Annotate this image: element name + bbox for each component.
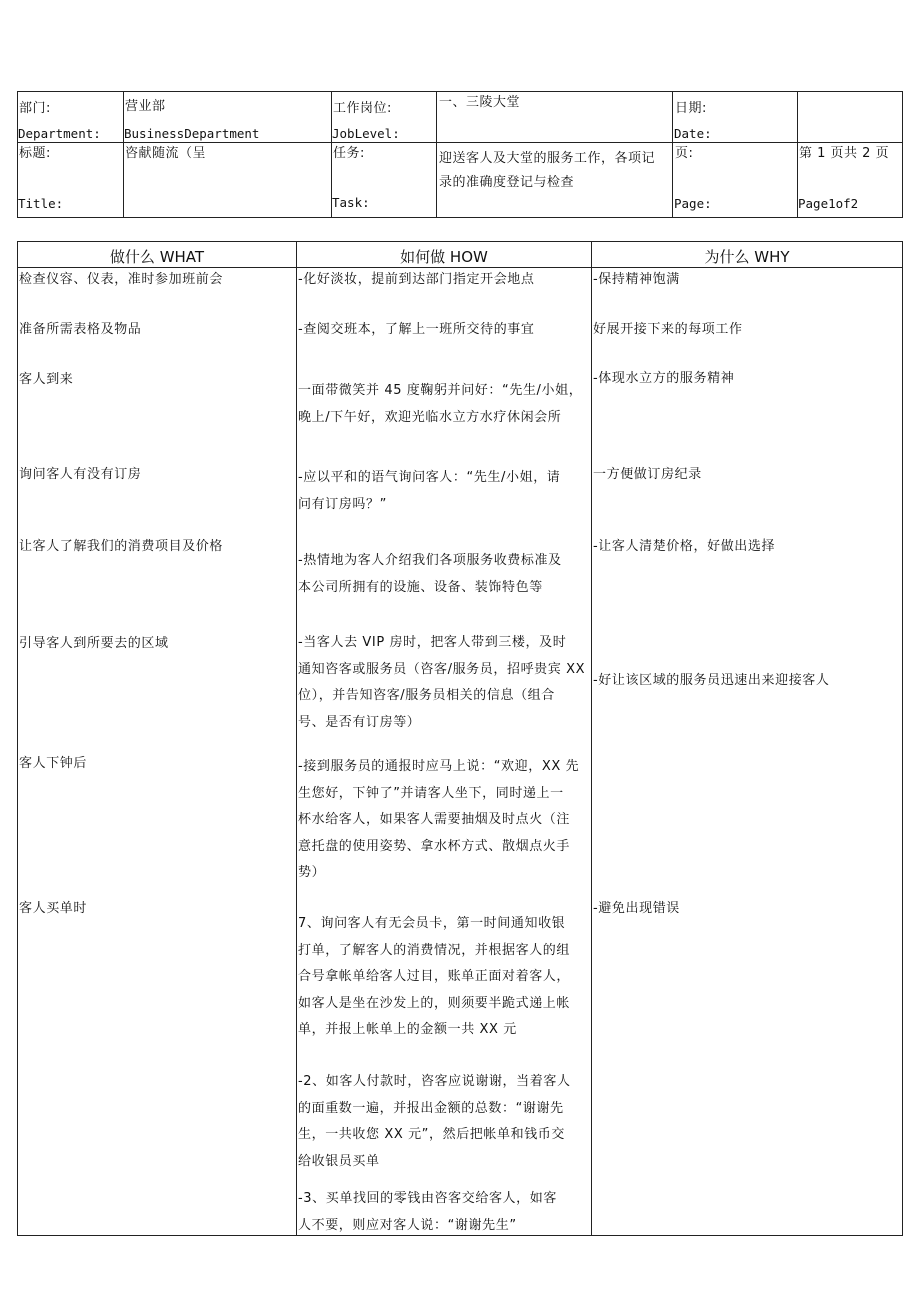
how-line: 问有订房吗？” [298,496,387,512]
table-row-1-how [298,267,590,294]
title-value: 咨献随流（呈 [125,146,207,161]
how-line: -3、买单找回的零钱由咨客交给客人，如客 [298,1191,557,1206]
page-label-cn: 页: [675,146,694,161]
how-line: -当客人去 VIP 房时，把客人带到三楼，及时 [298,635,567,650]
column-header-what: 做什么 WHAT [109,248,205,266]
how-line: 本公司所拥有的设施、设备、装饰特色等 [298,579,543,595]
table-row-3-what: 客人到来 [19,372,74,387]
how-line: 号、是否有订房等） [298,714,421,730]
table-row-5-how [298,548,590,601]
table-row-1-what: 检查仪容、仪表，准时参加班前会 [19,272,224,287]
task-value-line-1: 迎送客人及大堂的服务工作，各项记 [439,151,656,166]
how-line: 人不要，则应对客人说：“谢谢先生” [298,1217,517,1233]
how-line: 晚上/下午好，欢迎光临水立方水疗休闲会所 [298,409,562,425]
how-line: 势） [298,865,326,880]
page-label-en: Page: [674,196,712,211]
table-row-5-what: 让客人了解我们的消费项目及价格 [19,539,224,554]
table-row-7-what: 客人下钟后 [19,756,88,771]
how-line: 一面带微笑并 45 度鞠躬并问好：“先生/小姐， [298,383,583,398]
how-line: 意托盘的使用姿势、拿水杯方式、散烟点火手 [298,838,571,854]
task-label-cn: 任务: [333,146,365,161]
task-label-en: Task: [332,195,370,210]
how-line: 单，并报上帐单上的金额一共 XX 元 [298,1022,517,1037]
how-line: 位），并告知咨客/服务员相关的信息（组合 [298,688,555,703]
table-row-3-why: -体现水立方的服务精神 [593,371,735,386]
how-line: 的面重数一遍，并报出金额的总数：“谢谢先 [298,1100,564,1116]
table-row-4-what: 询问客人有没有订房 [19,467,142,482]
how-line: 合号拿帐单给客人过目，账单正面对着客人， [298,969,571,984]
position-value: 一、三陵大堂 [439,95,521,110]
how-line: -查阅交班本，了解上一班所交待的事宜 [298,322,535,337]
how-line: -接到服务员的通报时应马上说：“欢迎，XX 先 [298,759,580,774]
column-header-how: 如何做 HOW [400,248,488,266]
table-row-2-how [298,317,590,344]
date-label-cn: 日期: [675,101,707,116]
position-label-cn: 工作岗位: [333,101,392,116]
table-row-8-what: 客人买单时 [19,901,88,916]
how-line: -热情地为客人介绍我们各项服务收费标准及 [298,553,562,568]
page-value-cn: 第 1 页共 2 页 [799,146,890,161]
how-line: 7、询问客人有无会员卡，第一时间通知收银 [298,916,566,931]
table-row-8-how [298,911,590,1044]
department-value-cn: 营业部 [125,99,166,114]
table-row-3-how [298,378,590,431]
how-line: 如客人是坐在沙发上的，则须要半跪式递上帐 [298,995,571,1011]
title-label-cn: 标题: [19,146,51,161]
extra-how-2 [298,1186,590,1239]
department-label-cn: 部门: [19,101,51,116]
table-row-6-what: 引导客人到所要去的区域 [19,636,169,651]
table-row-4-why: 一方便做订房纪录 [593,467,702,482]
how-line: 生您好，下钟了”并请客人坐下，同时递上一 [298,785,564,801]
how-line: 打单，了解客人的消费情况，并根据客人的组 [298,942,571,958]
how-line: 给收银员买单 [298,1153,380,1169]
extra-how-1 [298,1069,590,1175]
how-line: -应以平和的语气询问客人：“先生/小姐，请 [298,470,561,485]
how-line: 通知咨客或服务员（咨客/服务员，招呼贵宾 XX [298,661,586,677]
table-row-2-what: 准备所需表格及物品 [19,322,142,337]
table-row-1-why: -保持精神饱满 [593,272,680,287]
table-row-2-why: 好展开接下来的每项工作 [593,322,743,337]
table-row-5-why: -让客人清楚价格，好做出选择 [593,539,776,554]
department-label-en: Department: [18,126,101,141]
task-value-line-2: 录的准确度登记与检查 [439,175,575,190]
how-line: -2、如客人付款时，咨客应说谢谢，当着客人 [298,1074,571,1089]
title-label-en: Title: [18,196,64,211]
date-label-en: Date: [674,126,712,141]
how-line: -化好淡妆，提前到达部门指定开会地点 [298,272,535,287]
page-value-en: Page1of2 [798,196,859,211]
department-value-en: BusinessDepartment [124,126,260,141]
column-header-why: 为什么 WHY [704,248,790,266]
how-line: 生，一共收您 XX 元”，然后把帐单和钱币交 [298,1127,566,1142]
table-row-8-why: -避免出现错误 [593,901,680,916]
table-row-4-how [298,465,590,518]
table-row-7-how [298,754,590,887]
table-row-6-how [298,630,590,736]
table-row-6-why: -好让该区域的服务员迅速出来迎接客人 [593,673,830,688]
position-label-en: JobLevel: [332,126,400,141]
how-line: 杯水给客人，如果客人需要抽烟及时点火（注 [298,812,571,827]
